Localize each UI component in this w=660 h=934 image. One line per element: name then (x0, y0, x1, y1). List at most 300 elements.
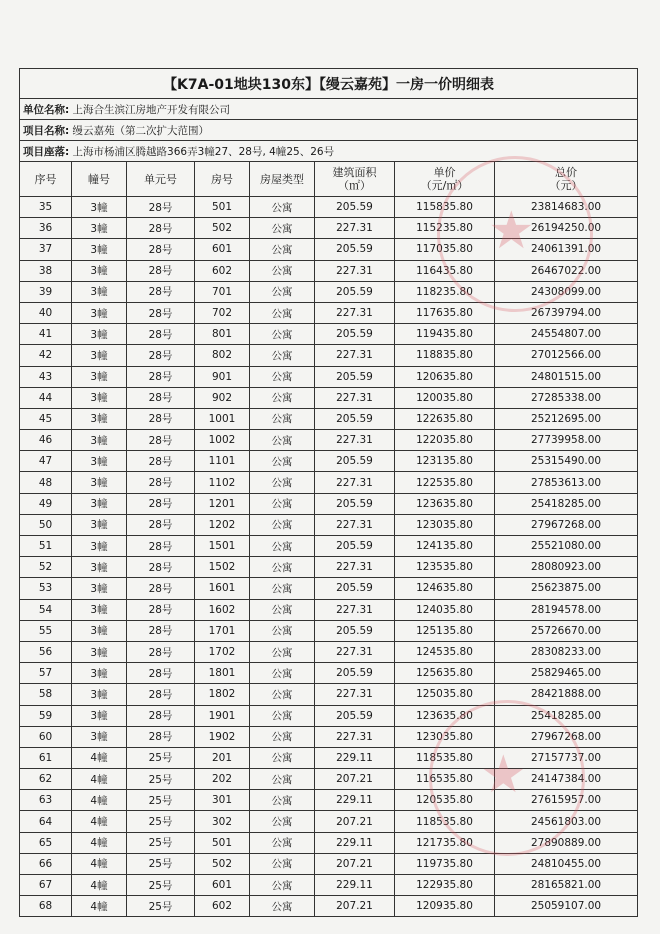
area-cell: 229.11 (315, 790, 395, 811)
type-cell: 公寓 (250, 578, 315, 599)
area-cell: 205.59 (315, 451, 395, 472)
project-line (20, 120, 638, 141)
room-cell: 1801 (195, 663, 250, 684)
seq-cell: 68 (20, 896, 72, 917)
type-cell: 公寓 (250, 260, 315, 281)
area-cell: 227.31 (315, 599, 395, 620)
seq-cell: 61 (20, 747, 72, 768)
total-price-cell: 28080923.00 (495, 557, 638, 578)
table-row (20, 366, 638, 387)
unit-cell: 28号 (127, 430, 195, 451)
col-header-type: 房屋类型 (250, 162, 315, 197)
type-cell: 公寓 (250, 366, 315, 387)
total-price-cell: 27739958.00 (495, 430, 638, 451)
room-cell: 1501 (195, 536, 250, 557)
room-cell: 501 (195, 832, 250, 853)
room-cell: 1001 (195, 408, 250, 429)
room-cell: 302 (195, 811, 250, 832)
unit-cell: 28号 (127, 345, 195, 366)
project-name: 缦云嘉苑（第二次扩大范围） (72, 124, 210, 137)
area-cell: 227.31 (315, 514, 395, 535)
table-row (20, 514, 638, 535)
unit-price-cell: 124535.80 (395, 641, 495, 662)
type-cell: 公寓 (250, 324, 315, 345)
type-cell: 公寓 (250, 387, 315, 408)
unit-cell: 25号 (127, 790, 195, 811)
seq-cell: 51 (20, 536, 72, 557)
unit-cell: 28号 (127, 302, 195, 323)
total-price-cell: 24561803.00 (495, 811, 638, 832)
type-cell: 公寓 (250, 557, 315, 578)
unit-price-cell: 115235.80 (395, 218, 495, 239)
unit-cell: 25号 (127, 769, 195, 790)
room-cell: 701 (195, 281, 250, 302)
total-price-cell: 26739794.00 (495, 302, 638, 323)
total-price-cell: 27890889.00 (495, 832, 638, 853)
building-cell: 3幢 (72, 451, 127, 472)
type-cell: 公寓 (250, 684, 315, 705)
room-cell: 201 (195, 747, 250, 768)
total-price-cell: 25418285.00 (495, 705, 638, 726)
building-cell: 4幢 (72, 896, 127, 917)
total-price-cell: 25315490.00 (495, 451, 638, 472)
unit-price-cell: 117035.80 (395, 239, 495, 260)
unit-cell: 28号 (127, 684, 195, 705)
total-price-cell: 23814683.00 (495, 197, 638, 218)
unit-cell: 28号 (127, 663, 195, 684)
building-cell: 3幢 (72, 578, 127, 599)
table-row (20, 769, 638, 790)
seq-cell: 65 (20, 832, 72, 853)
table-row (20, 197, 638, 218)
unit-price-cell: 122635.80 (395, 408, 495, 429)
table-row (20, 641, 638, 662)
area-cell: 205.59 (315, 281, 395, 302)
room-cell: 602 (195, 260, 250, 281)
unit-cell: 28号 (127, 578, 195, 599)
total-price-cell: 28421888.00 (495, 684, 638, 705)
unit-price-cell: 123635.80 (395, 705, 495, 726)
table-row (20, 430, 638, 451)
building-cell: 3幢 (72, 726, 127, 747)
location-label: 项目座落: (23, 145, 70, 158)
building-cell: 3幢 (72, 302, 127, 323)
table-row (20, 493, 638, 514)
building-cell: 3幢 (72, 641, 127, 662)
area-cell: 229.11 (315, 875, 395, 896)
unit-price-cell: 123135.80 (395, 451, 495, 472)
seq-cell: 36 (20, 218, 72, 239)
price-table (19, 68, 638, 917)
area-cell: 205.59 (315, 578, 395, 599)
unit-cell: 28号 (127, 281, 195, 302)
seq-cell: 38 (20, 260, 72, 281)
col-header-room: 房号 (195, 162, 250, 197)
room-cell: 1802 (195, 684, 250, 705)
area-cell: 205.59 (315, 705, 395, 726)
unit-cell: 28号 (127, 493, 195, 514)
building-cell: 3幢 (72, 599, 127, 620)
unit-price-cell: 118535.80 (395, 811, 495, 832)
unit-price-cell: 123035.80 (395, 514, 495, 535)
col-header-unit-price-label: 单价 (433, 166, 456, 179)
area-cell: 227.31 (315, 302, 395, 323)
building-cell: 3幢 (72, 387, 127, 408)
room-cell: 202 (195, 769, 250, 790)
unit-price-cell: 122035.80 (395, 430, 495, 451)
col-header-total-price (495, 162, 638, 197)
room-cell: 1101 (195, 451, 250, 472)
total-price-cell: 27615957.00 (495, 790, 638, 811)
unit-cell: 28号 (127, 514, 195, 535)
seq-cell: 62 (20, 769, 72, 790)
table-row (20, 302, 638, 323)
col-header-area (315, 162, 395, 197)
total-price-cell: 25418285.00 (495, 493, 638, 514)
table-row (20, 324, 638, 345)
building-cell: 3幢 (72, 239, 127, 260)
table-row (20, 557, 638, 578)
type-cell: 公寓 (250, 705, 315, 726)
seq-cell: 39 (20, 281, 72, 302)
table-row (20, 345, 638, 366)
area-cell: 205.59 (315, 197, 395, 218)
unit-price-cell: 122535.80 (395, 472, 495, 493)
location-address: 上海市杨浦区腾越路366弄3幢27、28号, 4幢25、26号 (72, 145, 335, 158)
seq-cell: 37 (20, 239, 72, 260)
room-cell: 601 (195, 875, 250, 896)
unit-price-cell: 116435.80 (395, 260, 495, 281)
seq-cell: 58 (20, 684, 72, 705)
company-label: 单位名称: (23, 103, 70, 116)
area-cell: 227.31 (315, 430, 395, 451)
seq-cell: 43 (20, 366, 72, 387)
type-cell: 公寓 (250, 197, 315, 218)
type-cell: 公寓 (250, 875, 315, 896)
total-price-cell: 26467022.00 (495, 260, 638, 281)
area-cell: 207.21 (315, 853, 395, 874)
unit-cell: 28号 (127, 536, 195, 557)
type-cell: 公寓 (250, 514, 315, 535)
unit-price-cell: 121735.80 (395, 832, 495, 853)
unit-price-cell: 120535.80 (395, 790, 495, 811)
seq-cell: 40 (20, 302, 72, 323)
table-row (20, 281, 638, 302)
type-cell: 公寓 (250, 790, 315, 811)
type-cell: 公寓 (250, 239, 315, 260)
total-price-cell: 27967268.00 (495, 514, 638, 535)
area-cell: 227.31 (315, 387, 395, 408)
unit-cell: 28号 (127, 260, 195, 281)
type-cell: 公寓 (250, 218, 315, 239)
total-price-cell: 25059107.00 (495, 896, 638, 917)
area-cell: 227.31 (315, 345, 395, 366)
total-price-cell: 24147384.00 (495, 769, 638, 790)
col-header-total-price-label: 总价 (555, 166, 578, 179)
unit-cell: 28号 (127, 620, 195, 641)
seq-cell: 50 (20, 514, 72, 535)
room-cell: 601 (195, 239, 250, 260)
unit-cell: 28号 (127, 705, 195, 726)
type-cell: 公寓 (250, 451, 315, 472)
unit-price-cell: 117635.80 (395, 302, 495, 323)
building-cell: 3幢 (72, 557, 127, 578)
building-cell: 3幢 (72, 620, 127, 641)
unit-price-cell: 125035.80 (395, 684, 495, 705)
total-price-cell: 28194578.00 (495, 599, 638, 620)
building-cell: 3幢 (72, 281, 127, 302)
table-row (20, 705, 638, 726)
table-row (20, 811, 638, 832)
official-seal-top: ★ (437, 156, 593, 312)
seq-cell: 45 (20, 408, 72, 429)
building-cell: 4幢 (72, 747, 127, 768)
type-cell: 公寓 (250, 472, 315, 493)
table-row (20, 875, 638, 896)
building-cell: 3幢 (72, 260, 127, 281)
unit-cell: 28号 (127, 366, 195, 387)
seq-cell: 66 (20, 853, 72, 874)
unit-cell: 25号 (127, 896, 195, 917)
type-cell: 公寓 (250, 853, 315, 874)
col-header-total-price-unit: （元） (549, 179, 583, 192)
project-label: 项目名称: (23, 124, 70, 137)
room-cell: 902 (195, 387, 250, 408)
document-title: 【K7A-01地块130东】【缦云嘉苑】一房一价明细表 (20, 69, 638, 99)
company-line (20, 99, 638, 120)
unit-price-cell: 118535.80 (395, 747, 495, 768)
building-cell: 3幢 (72, 493, 127, 514)
total-price-cell: 28308233.00 (495, 641, 638, 662)
type-cell: 公寓 (250, 536, 315, 557)
unit-price-cell: 120935.80 (395, 896, 495, 917)
room-cell: 502 (195, 853, 250, 874)
area-cell: 207.21 (315, 896, 395, 917)
unit-price-cell: 119435.80 (395, 324, 495, 345)
unit-price-cell: 124135.80 (395, 536, 495, 557)
area-cell: 207.21 (315, 769, 395, 790)
unit-cell: 28号 (127, 599, 195, 620)
room-cell: 901 (195, 366, 250, 387)
total-price-cell: 27285338.00 (495, 387, 638, 408)
table-row (20, 239, 638, 260)
col-header-area-unit: （㎡） (338, 179, 371, 192)
type-cell: 公寓 (250, 641, 315, 662)
area-cell: 227.31 (315, 218, 395, 239)
area-cell: 205.59 (315, 324, 395, 345)
seq-cell: 42 (20, 345, 72, 366)
room-cell: 602 (195, 896, 250, 917)
building-cell: 3幢 (72, 408, 127, 429)
area-cell: 205.59 (315, 493, 395, 514)
room-cell: 1601 (195, 578, 250, 599)
room-cell: 301 (195, 790, 250, 811)
seq-cell: 59 (20, 705, 72, 726)
seq-cell: 48 (20, 472, 72, 493)
building-cell: 3幢 (72, 705, 127, 726)
type-cell: 公寓 (250, 430, 315, 451)
type-cell: 公寓 (250, 408, 315, 429)
area-cell: 227.31 (315, 726, 395, 747)
unit-cell: 28号 (127, 557, 195, 578)
table-row (20, 408, 638, 429)
room-cell: 1902 (195, 726, 250, 747)
building-cell: 3幢 (72, 366, 127, 387)
area-cell: 227.31 (315, 684, 395, 705)
seq-cell: 67 (20, 875, 72, 896)
building-cell: 3幢 (72, 663, 127, 684)
type-cell: 公寓 (250, 663, 315, 684)
unit-cell: 25号 (127, 875, 195, 896)
area-cell: 227.31 (315, 472, 395, 493)
room-cell: 1702 (195, 641, 250, 662)
total-price-cell: 25726670.00 (495, 620, 638, 641)
unit-price-cell: 115835.80 (395, 197, 495, 218)
table-row (20, 790, 638, 811)
seq-cell: 47 (20, 451, 72, 472)
unit-price-cell: 120035.80 (395, 387, 495, 408)
area-cell: 205.59 (315, 366, 395, 387)
total-price-cell: 25521080.00 (495, 536, 638, 557)
type-cell: 公寓 (250, 620, 315, 641)
room-cell: 1701 (195, 620, 250, 641)
room-cell: 1102 (195, 472, 250, 493)
price-list-sheet (19, 68, 637, 917)
unit-price-cell: 125635.80 (395, 663, 495, 684)
table-row (20, 896, 638, 917)
type-cell: 公寓 (250, 493, 315, 514)
total-price-cell: 27967268.00 (495, 726, 638, 747)
area-cell: 227.31 (315, 641, 395, 662)
room-cell: 801 (195, 324, 250, 345)
building-cell: 4幢 (72, 832, 127, 853)
table-row (20, 599, 638, 620)
unit-price-cell: 123035.80 (395, 726, 495, 747)
unit-cell: 28号 (127, 726, 195, 747)
area-cell: 229.11 (315, 832, 395, 853)
area-cell: 205.59 (315, 620, 395, 641)
building-cell: 4幢 (72, 811, 127, 832)
table-row (20, 387, 638, 408)
type-cell: 公寓 (250, 302, 315, 323)
building-cell: 3幢 (72, 345, 127, 366)
table-row (20, 620, 638, 641)
table-row (20, 853, 638, 874)
seq-cell: 56 (20, 641, 72, 662)
table-row (20, 684, 638, 705)
building-cell: 4幢 (72, 769, 127, 790)
table-row (20, 832, 638, 853)
seq-cell: 64 (20, 811, 72, 832)
unit-cell: 25号 (127, 747, 195, 768)
total-price-cell: 27853613.00 (495, 472, 638, 493)
table-row (20, 747, 638, 768)
unit-cell: 28号 (127, 239, 195, 260)
table-row (20, 472, 638, 493)
col-header-area-label: 建筑面积 (332, 166, 377, 179)
unit-cell: 28号 (127, 324, 195, 345)
type-cell: 公寓 (250, 769, 315, 790)
type-cell: 公寓 (250, 832, 315, 853)
seq-cell: 49 (20, 493, 72, 514)
seq-cell: 52 (20, 557, 72, 578)
official-seal-bottom: ★ (429, 700, 585, 856)
unit-cell: 28号 (127, 197, 195, 218)
area-cell: 205.59 (315, 408, 395, 429)
building-cell: 3幢 (72, 472, 127, 493)
table-row (20, 218, 638, 239)
type-cell: 公寓 (250, 747, 315, 768)
table-row (20, 536, 638, 557)
seq-cell: 41 (20, 324, 72, 345)
building-cell: 3幢 (72, 197, 127, 218)
seq-cell: 55 (20, 620, 72, 641)
seq-cell: 54 (20, 599, 72, 620)
unit-cell: 28号 (127, 387, 195, 408)
building-cell: 4幢 (72, 790, 127, 811)
unit-cell: 25号 (127, 853, 195, 874)
unit-price-cell: 123535.80 (395, 557, 495, 578)
total-price-cell: 26194250.00 (495, 218, 638, 239)
building-cell: 3幢 (72, 684, 127, 705)
col-header-unit-price (395, 162, 495, 197)
type-cell: 公寓 (250, 811, 315, 832)
building-cell: 4幢 (72, 853, 127, 874)
total-price-cell: 24061391.00 (495, 239, 638, 260)
unit-cell: 28号 (127, 451, 195, 472)
room-cell: 1202 (195, 514, 250, 535)
table-row (20, 451, 638, 472)
table-row (20, 260, 638, 281)
seq-cell: 53 (20, 578, 72, 599)
type-cell: 公寓 (250, 281, 315, 302)
unit-price-cell: 125135.80 (395, 620, 495, 641)
col-header-seq: 序号 (20, 162, 72, 197)
total-price-cell: 27012566.00 (495, 345, 638, 366)
room-cell: 1002 (195, 430, 250, 451)
table-row (20, 726, 638, 747)
unit-price-cell: 120635.80 (395, 366, 495, 387)
building-cell: 3幢 (72, 536, 127, 557)
table-row (20, 663, 638, 684)
unit-price-cell: 118835.80 (395, 345, 495, 366)
seq-cell: 35 (20, 197, 72, 218)
unit-price-cell: 122935.80 (395, 875, 495, 896)
unit-price-cell: 123635.80 (395, 493, 495, 514)
room-cell: 802 (195, 345, 250, 366)
building-cell: 3幢 (72, 514, 127, 535)
table-row (20, 578, 638, 599)
company-name: 上海合生滨江房地产开发有限公司 (72, 103, 231, 116)
unit-price-cell: 124635.80 (395, 578, 495, 599)
type-cell: 公寓 (250, 599, 315, 620)
building-cell: 4幢 (72, 875, 127, 896)
unit-price-cell: 119735.80 (395, 853, 495, 874)
area-cell: 205.59 (315, 663, 395, 684)
total-price-cell: 25829465.00 (495, 663, 638, 684)
area-cell: 227.31 (315, 557, 395, 578)
area-cell: 229.11 (315, 747, 395, 768)
area-cell: 205.59 (315, 239, 395, 260)
building-cell: 3幢 (72, 430, 127, 451)
building-cell: 3幢 (72, 324, 127, 345)
total-price-cell: 24308099.00 (495, 281, 638, 302)
unit-price-cell: 116535.80 (395, 769, 495, 790)
seq-cell: 46 (20, 430, 72, 451)
table-header-row (20, 162, 638, 197)
room-cell: 1901 (195, 705, 250, 726)
unit-cell: 25号 (127, 832, 195, 853)
